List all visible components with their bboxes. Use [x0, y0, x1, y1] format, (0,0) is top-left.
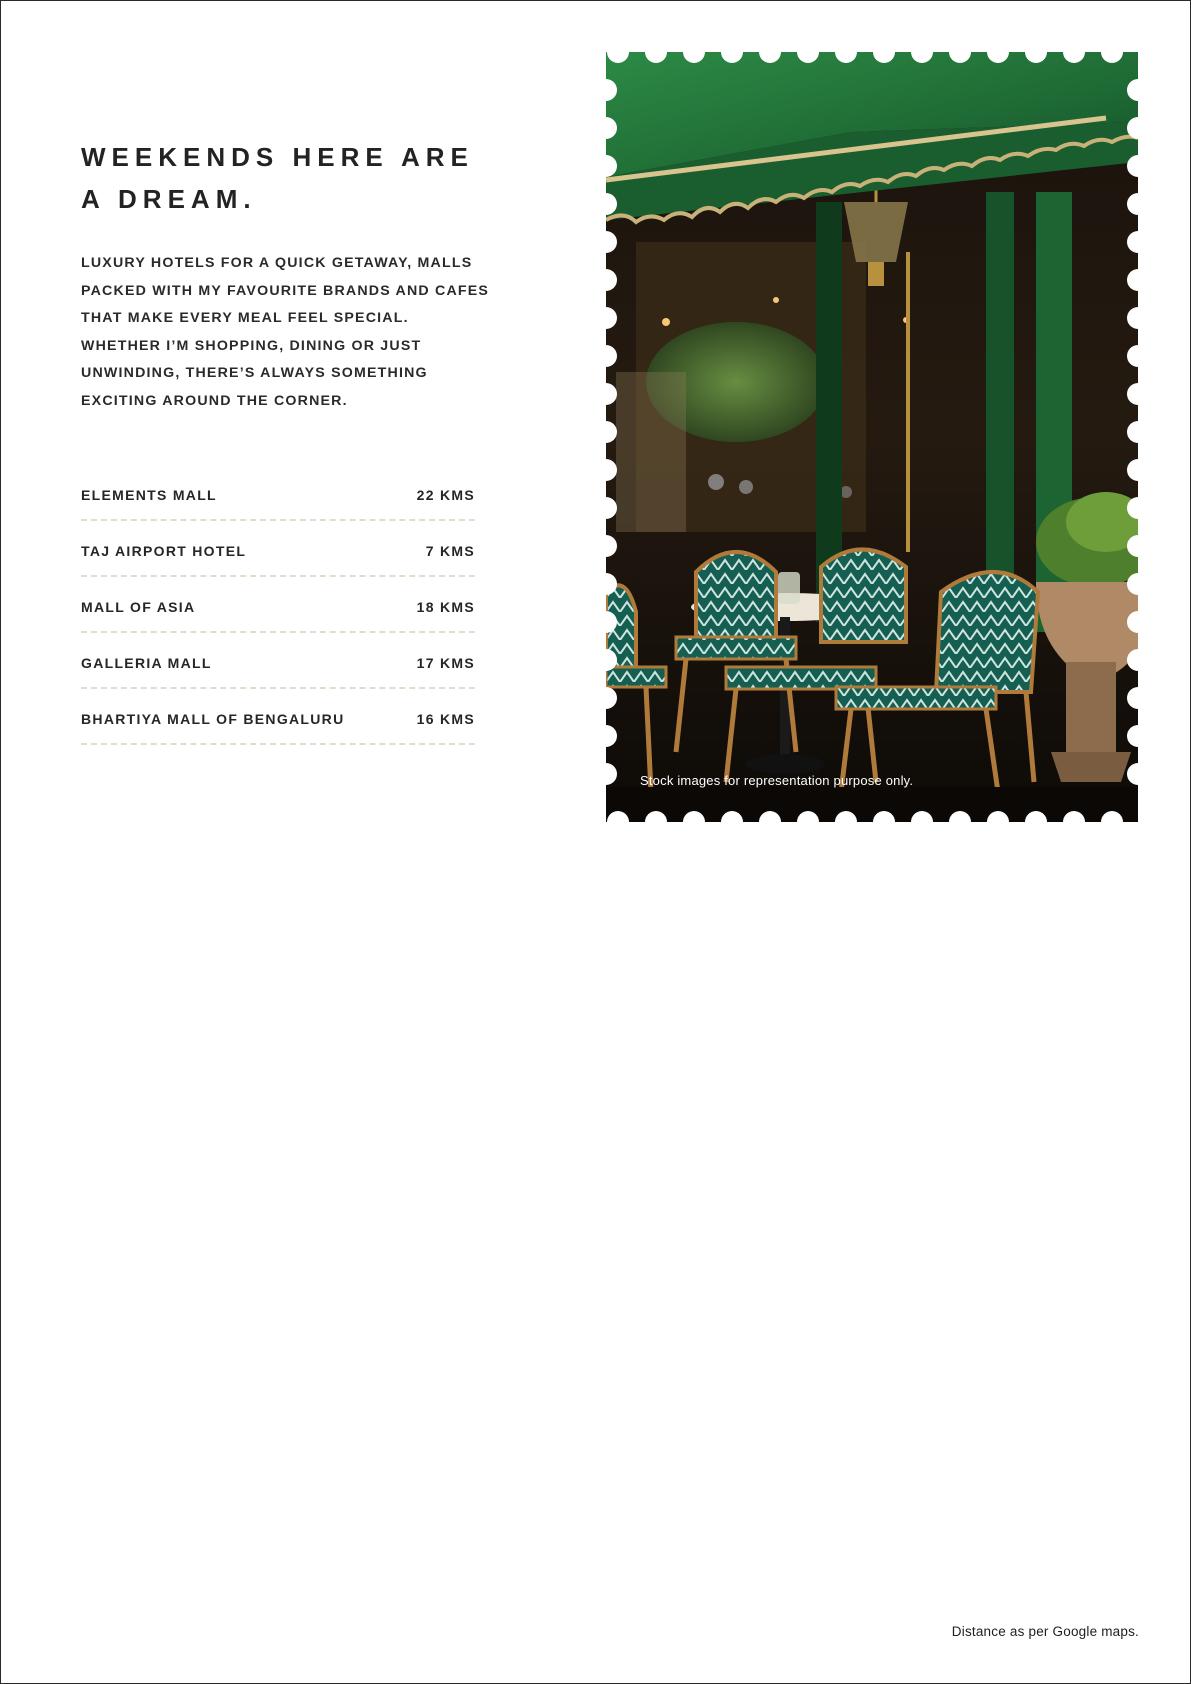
photo-caption: Stock images for representation purpose only. — [640, 773, 914, 788]
place-distance: 7 KMS — [425, 543, 475, 559]
cafe-photo-illustration — [606, 52, 1138, 822]
place-name: TAJ AIRPORT HOTEL — [81, 543, 247, 559]
place-name: GALLERIA MALL — [81, 655, 212, 671]
list-item — [81, 465, 475, 521]
place-distance: 16 KMS — [416, 711, 475, 727]
footnote: Distance as per Google maps. — [951, 1624, 1139, 1639]
text-column — [81, 136, 491, 745]
page-heading — [81, 136, 491, 220]
place-distance: 17 KMS — [416, 655, 475, 671]
place-name: ELEMENTS MALL — [81, 487, 217, 503]
list-item — [81, 689, 475, 745]
heading-line-2: A DREAM. — [81, 184, 257, 214]
place-name: MALL OF ASIA — [81, 599, 196, 615]
intro-paragraph: LUXURY HOTELS FOR A QUICK GETAWAY, MALLS PACKED WITH MY FAVOURITE BRANDS AND CAFES THAT MAKE EVERY MEAL FEEL SPECIAL. WHETHER I’M SHOPPING, DINING OR JUST UNWINDING, THERE’S ALWAYS SOMETHING EXCITING AROUND THE CORNER. — [81, 255, 490, 409]
place-distance: 18 KMS — [416, 599, 475, 615]
list-item — [81, 633, 475, 689]
list-item — [81, 521, 475, 577]
stamp-photo — [606, 52, 1138, 822]
place-name: BHARTIYA MALL OF BENGALURU — [81, 711, 345, 727]
list-item — [81, 577, 475, 633]
heading-line-1: WEEKENDS HERE ARE — [81, 142, 474, 172]
distance-list — [81, 465, 475, 745]
place-distance: 22 KMS — [416, 487, 475, 503]
